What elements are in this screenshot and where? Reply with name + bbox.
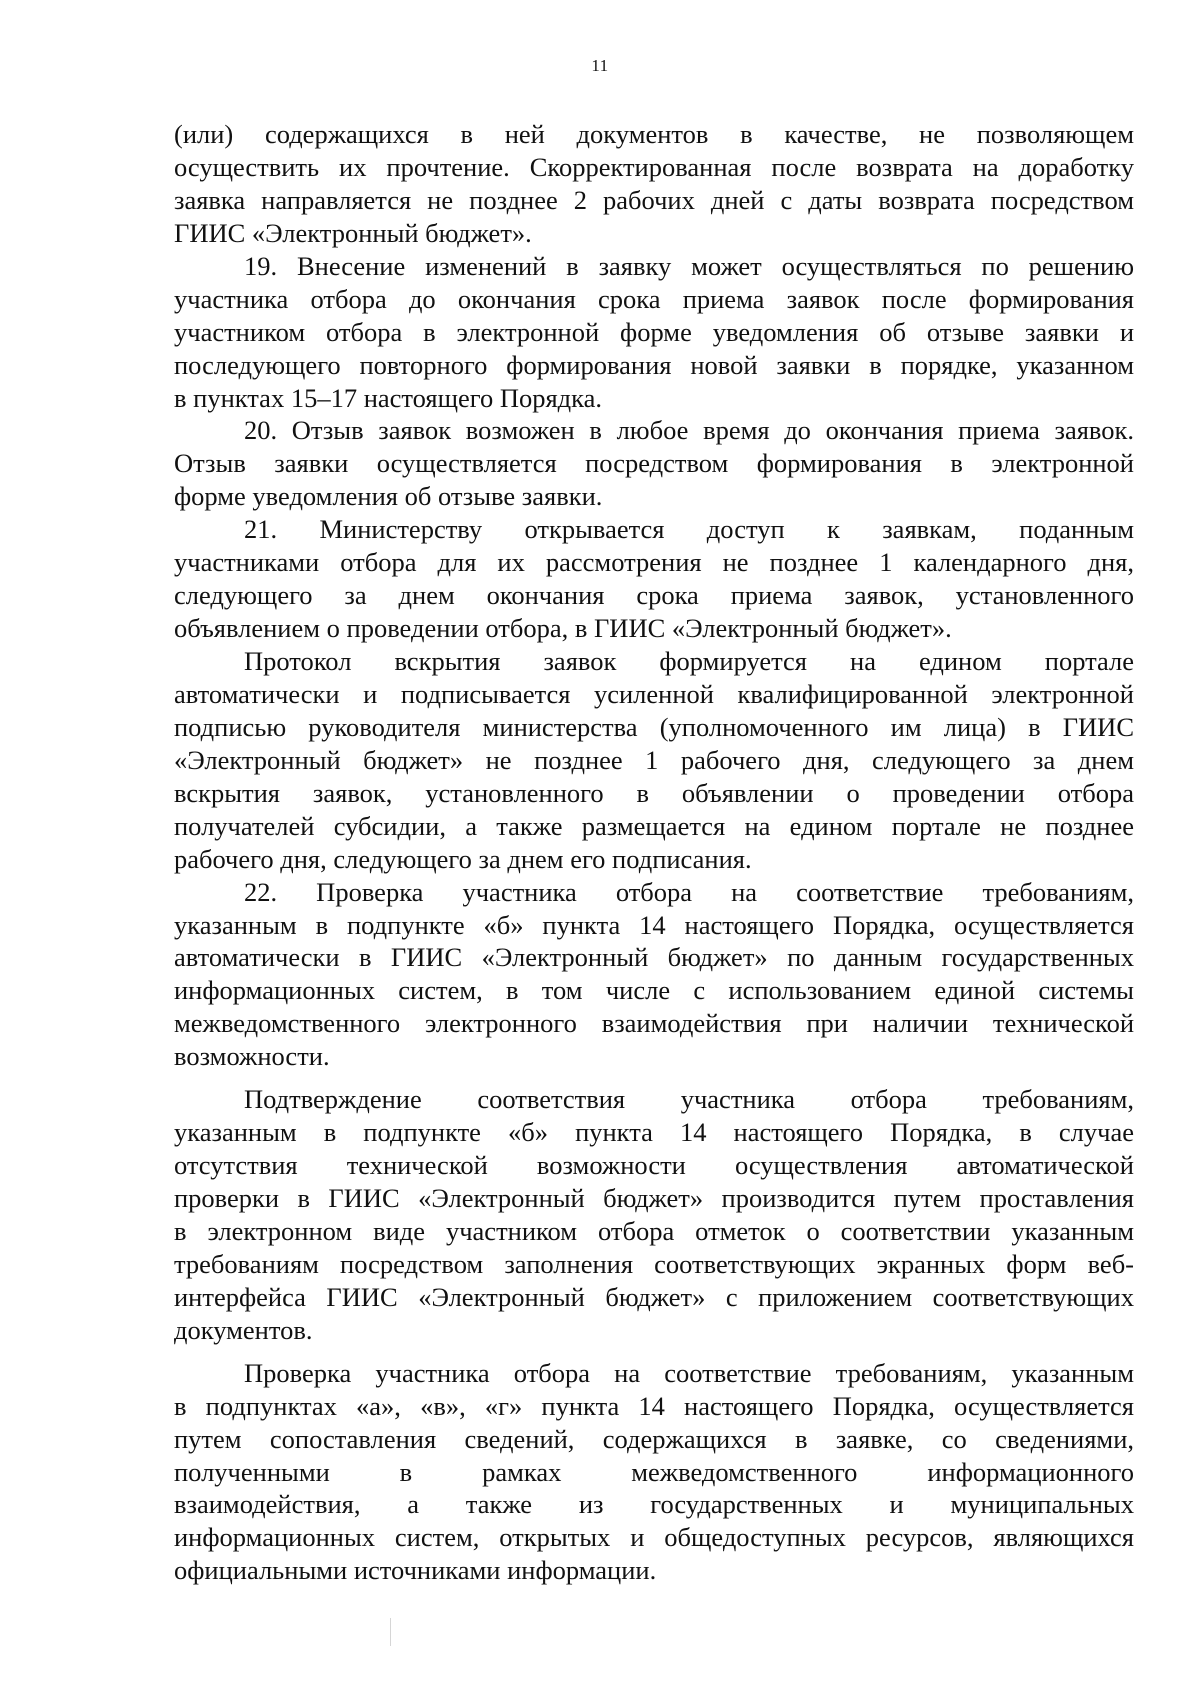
text-line: (или) содержащихся в ней документов в качестве, не позволяющем xyxy=(174,119,1134,149)
text-line: информационных систем, открытых и общедоступных ресурсов, являющихся xyxy=(174,1522,1134,1553)
text-line: Проверка участника отбора на соответствие требованиям, указанным xyxy=(244,1357,1134,1388)
document-body xyxy=(174,118,1134,1587)
text-line: взаимодействия, а также из государственных и муниципальных xyxy=(174,1489,1134,1520)
text-line: Протокол вскрытия заявок формируется на едином портале xyxy=(244,646,1134,676)
text-line: заявка направляется не позднее 2 рабочих дней с даты возврата посредством xyxy=(174,184,1134,215)
paragraph-item-22 xyxy=(174,876,1134,1074)
text-line: осуществить их прочтение. Скорректированная после возврата на доработку xyxy=(174,151,1134,182)
page-number: 11 xyxy=(591,56,609,75)
text-line: участника отбора до окончания срока приема заявок после формирования xyxy=(174,283,1134,314)
text-line: 19. Внесение изменений в заявку может осуществляться по решению xyxy=(244,250,1134,281)
text-line: ГИИС «Электронный бюджет». xyxy=(174,217,532,248)
text-line: форме уведомления об отзыве заявки. xyxy=(174,481,603,512)
text-line: «Электронный бюджет» не позднее 1 рабочего дня, следующего за днем xyxy=(174,744,1134,775)
text-line: путем сопоставления сведений, содержащихся в заявке, со сведениями, xyxy=(174,1423,1134,1454)
text-line: требованиям посредством заполнения соответствующих экранных форм веб- xyxy=(174,1248,1134,1279)
paragraph-verification xyxy=(174,1357,1134,1588)
text-line: информационных систем, в том числе с использованием единой системы xyxy=(174,975,1134,1006)
paragraph-item-19 xyxy=(174,250,1134,415)
scan-speck xyxy=(390,1618,391,1646)
text-line: указанным в подпункте «б» пункта 14 настоящего Порядка, в случае xyxy=(174,1117,1134,1148)
text-line: отсутствия технической возможности осуществления автоматической xyxy=(174,1150,1134,1181)
paragraph-confirmation xyxy=(174,1083,1134,1347)
text-line: официальными источниками информации. xyxy=(174,1555,657,1586)
text-line: Отзыв заявки осуществляется посредством формирования в электронной xyxy=(174,448,1134,479)
text-line: участником отбора в электронной форме уведомления об отзыве заявки и xyxy=(174,316,1134,347)
text-line: следующего за днем окончания срока приема заявок, установленного xyxy=(174,580,1134,611)
text-line: 21. Министерству открывается доступ к заявкам, поданным xyxy=(244,514,1134,545)
text-line: в электронном виде участником отбора отметок о соответствии указанным xyxy=(174,1215,1134,1246)
text-line: указанным в подпункте «б» пункта 14 настоящего Порядка, осуществляется xyxy=(174,909,1134,940)
text-line: документов. xyxy=(174,1314,313,1345)
text-line: проверки в ГИИС «Электронный бюджет» производится путем проставления xyxy=(174,1183,1134,1213)
text-line: полученными в рамках межведомственного информационного xyxy=(174,1456,1134,1487)
text-line: рабочего дня, следующего за днем его подписания. xyxy=(174,843,752,874)
text-line: автоматически и подписывается усиленной квалифицированной электронной xyxy=(174,678,1134,709)
paragraph-continuation xyxy=(174,118,1134,250)
text-line: автоматически в ГИИС «Электронный бюджет» по данным государственных xyxy=(174,942,1134,973)
text-line: в пунктах 15–17 настоящего Порядка. xyxy=(174,382,602,413)
text-line: межведомственного электронного взаимодействия при наличии технической xyxy=(174,1008,1134,1039)
paragraph-item-20 xyxy=(174,414,1134,513)
text-line: Подтверждение соответствия участника отбора требованиям, xyxy=(244,1084,1134,1115)
text-line: объявлением о проведении отбора, в ГИИС «Электронный бюджет». xyxy=(174,613,952,644)
text-line: 20. Отзыв заявок возможен в любое время до окончания приема заявок. xyxy=(244,415,1134,446)
paragraph-protocol xyxy=(174,645,1134,876)
text-line: получателей субсидии, а также размещается на едином портале не позднее xyxy=(174,810,1134,841)
text-line: вскрытия заявок, установленного в объявлении о проведении отбора xyxy=(174,777,1134,808)
text-line: подписью руководителя министерства (уполномоченного им лица) в ГИИС xyxy=(174,711,1134,742)
text-line: участниками отбора для их рассмотрения не позднее 1 календарного дня, xyxy=(174,547,1134,578)
text-line: 22. Проверка участника отбора на соответствие требованиям, xyxy=(244,876,1134,907)
text-line: последующего повторного формирования новой заявки в порядке, указанном xyxy=(174,349,1134,380)
text-line: в подпунктах «а», «в», «г» пункта 14 настоящего Порядка, осуществляется xyxy=(174,1390,1134,1421)
text-line: интерфейса ГИИС «Электронный бюджет» с приложением соответствующих xyxy=(174,1281,1134,1312)
text-line: возможности. xyxy=(174,1041,330,1072)
paragraph-item-21 xyxy=(174,513,1134,645)
